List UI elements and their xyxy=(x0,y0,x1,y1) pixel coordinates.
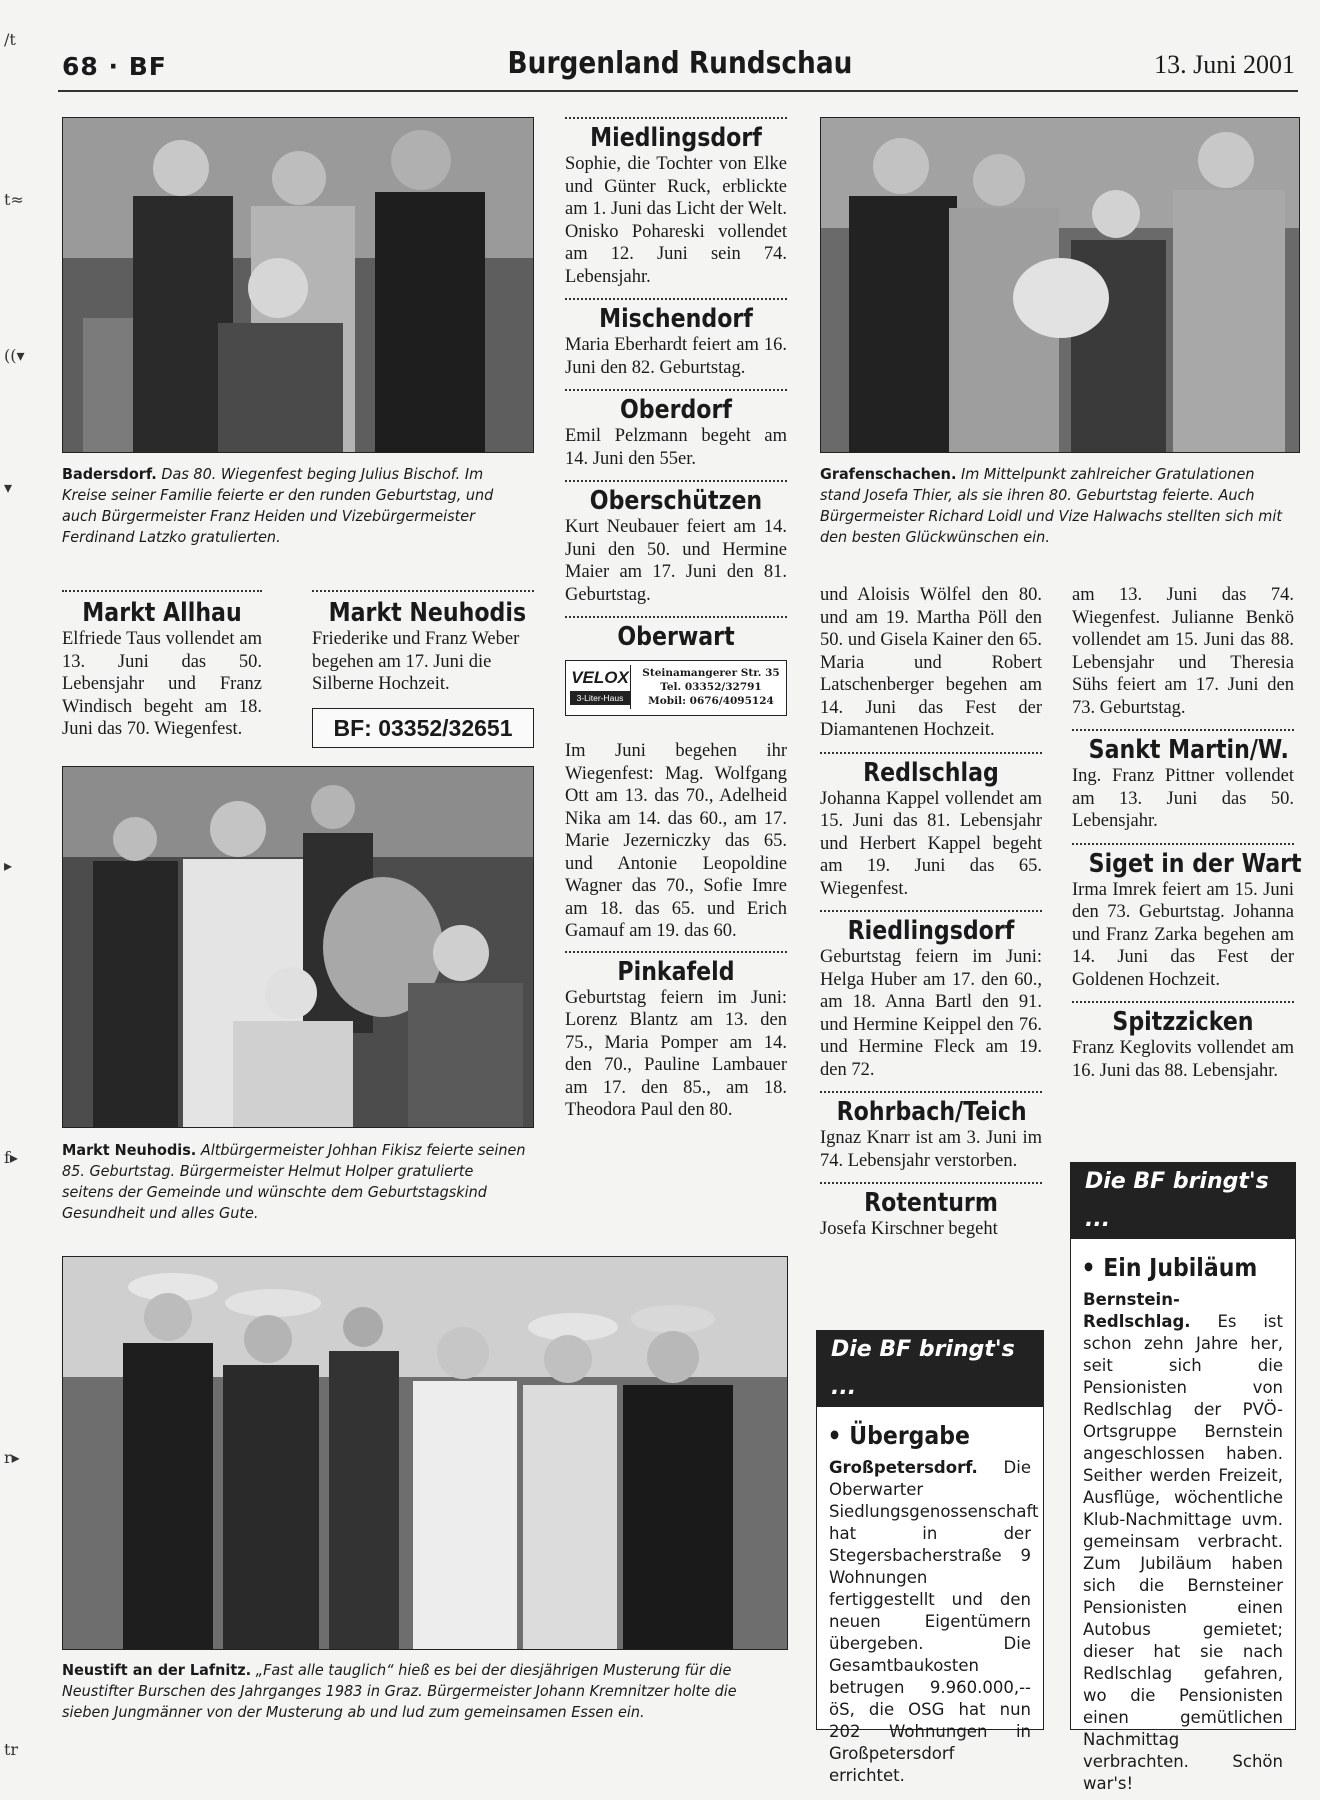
caption-neustift xyxy=(62,1660,778,1723)
entry-text: Sophie, die Tochter von Elke und Günter Ruck, erblickte am 1. Juni das Licht der Welt. Onisko Pohareski vollendet am 12. Juni sein 74. Lebensjahr. xyxy=(565,154,787,287)
town-heading: Oberdorf xyxy=(619,395,733,425)
bringt-text xyxy=(817,1457,1043,1787)
town-heading: Oberwart xyxy=(617,622,735,652)
town-heading: Pinkafeld xyxy=(617,956,735,987)
entry-text: Josefa Kirschner begeht xyxy=(820,1219,998,1239)
town-heading: Rotenturm xyxy=(864,1188,998,1218)
town-heading: Markt Allhau xyxy=(82,598,242,628)
column-three xyxy=(820,584,1042,1241)
caption-text: „Fast alle tauglich“ hieß es bei der diesjährigen Musterung für die Neustifter Burschen des Jahrganges 1983 in Graz. Bürgermeister Johann Kremnitzer holte die sieben Jungmänner von der Musterung ab und lud zum gemeinsamen Essen ein. xyxy=(62,1661,737,1721)
entry-text: Johanna Kappel vollendet am 15. Juni das 81. Lebensjahr und Herbert Kappel begeht am 19. Juni das 65. Wiegenfest. xyxy=(820,788,1042,899)
bringt-place: Bernstein-Redlschlag. xyxy=(1083,1290,1191,1331)
bringt-text xyxy=(1071,1289,1295,1795)
entry-text: Friederike und Franz Weber begehen am 17. Juni die Silberne Hochzeit. xyxy=(312,629,520,694)
bringt-header: Die BF bringt's ... xyxy=(817,1331,1043,1407)
caption-markt-neuhodis xyxy=(62,1140,527,1224)
entry-text: Elfriede Taus vollendet am 13. Juni das 50. Lebensjahr und Franz Windisch begeht am 18. Juni das 70. Wiegenfest. xyxy=(62,629,262,739)
town-heading: Siget in der Wart xyxy=(1088,848,1302,879)
photo-markt-neuhodis xyxy=(62,766,534,1128)
caption-text: Altbürgermeister Johhan Fikisz feierte seinen 85. Geburtstag. Bürgermeister Helmut Holper gratulierte seitens der Gemeinde und wünschte dem Geburtstagskind Gesundheit und alles Gute. xyxy=(62,1141,526,1222)
caption-badersdorf xyxy=(62,464,527,548)
town-heading: Redlschlag xyxy=(863,757,999,788)
bringt-header: Die BF bringt's ... xyxy=(1071,1163,1295,1239)
velox-logo: VELOX 3-Liter-Haus xyxy=(570,665,631,709)
ad-mobile: Mobil: 0676/4095124 xyxy=(648,695,774,707)
bringt-place: Großpetersdorf. xyxy=(829,1458,978,1477)
ad-tel: Tel. 03352/32791 xyxy=(660,681,762,693)
town-heading: Spitzzicken xyxy=(1112,1007,1254,1037)
entry-markt-neuhodis xyxy=(312,590,534,696)
phone-box: BF: 03352/32651 xyxy=(312,708,534,748)
entry-text: Maria Eberhardt feiert am 16. Juni den 82. Geburtstag. xyxy=(565,335,787,378)
ad-street: Steinamangerer Str. 35 xyxy=(642,667,780,679)
town-heading: Mischendorf xyxy=(599,304,753,334)
photo-neustift xyxy=(62,1256,788,1650)
caption-text: Im Mittelpunkt zahlreicher Gratulationen stand Josefa Thier, als sie ihren 80. Geburtstag feierte. Auch Bürgermeister Richard Loidl und Vize Halwachs stellten sich mit den besten Glückwünschen ein. xyxy=(820,465,1283,546)
bringt-title: • Ein Jubiläum xyxy=(1081,1253,1258,1282)
town-heading: Riedlingsdorf xyxy=(847,916,1015,946)
entry-text: Geburtstag feiern im Juni: Lorenz Blantz am 13. den 75., Maria Pomper am 14. den 70., Pauline Lambauer am 17. den 85., am 18. Theodora Paul den 80. xyxy=(565,987,787,1120)
entry-text: Im Juni begehen ihr Wiegenfest: Mag. Wolfgang Ott am 13. das 70., Adelheid Nika am 14. das 60., am 17. Marie Jezerniczky das 65. und Antonie Leopoldine Wagner das 70., Sofie Imre am 18. das 65. und Erich Gamauf am 19. das 60. xyxy=(565,741,787,941)
town-heading: Sankt Martin/W. xyxy=(1088,735,1289,765)
entry-text: Irma Imrek feiert am 15. Juni den 73. Geburtstag. Johanna und Franz Zarka begehen am 14. Juni das Fest der Goldenen Hochzeit. xyxy=(1072,879,1294,990)
caption-place: Grafenschachen. xyxy=(820,465,957,483)
velox-ad xyxy=(565,660,787,716)
entry-text: Franz Keglovits vollendet am 16. Juni das 88. Lebensjahr. xyxy=(1072,1038,1294,1081)
bringt-box-uebergabe xyxy=(816,1330,1044,1785)
town-heading: Markt Neuhodis xyxy=(328,598,527,628)
caption-place: Badersdorf. xyxy=(62,465,157,483)
bringt-body: Die Oberwarter Siedlungsgenossenschaft hat in der Stegersbacherstraße 9 Wohnungen fertiggestellt und den neuen Eigentümern übergeben. Die Gesamtbaukosten betrugen 9.960.000,-- öS, die OSG hat nun 202 Wohnungen in Großpetersdorf errichtet. xyxy=(829,1458,1039,1785)
issue-date: 13. Juni 2001 xyxy=(1154,50,1295,79)
entry-text: Kurt Neubauer feiert am 14. Juni den 50. und Hermine Maier am 17. Juni den 81. Geburtstag. xyxy=(565,517,787,605)
bringt-box-jubilaeum xyxy=(1070,1162,1296,1793)
header-rule xyxy=(58,90,1298,92)
caption-place: Markt Neuhodis. xyxy=(62,1141,197,1159)
newspaper-title: Burgenland Rundschau xyxy=(507,46,853,81)
continuation-text: und Aloisis Wölfel den 80. und am 19. Martha Pöll den 50. und Gisela Kainer den 65. Maria und Robert Latschenberger begehen am 14. Juni das Fest der Diamantenen Hochzeit. xyxy=(820,585,1042,740)
entry-text: Emil Pelzmann begeht am 14. Juni den 55er. xyxy=(565,426,787,469)
town-heading: Rohrbach/Teich xyxy=(836,1097,1027,1127)
bringt-body: Es ist schon zehn Jahre her, seit sich die Pensionisten von Redlschlag der PVÖ-Ortsgruppe Bernstein angeschlossen haben. Seither werden Freizeit, Ausflüge, wöchentliche Klub-Nachmittage uvm. gemeinsam verbracht. Zum Jubiläum haben sich die Bernsteiner Pensionisten einen Autobus gemietet; dieser hat sie nach Redlschlag gefahren, wo die Pensionisten einen gemütlichen Nachmittag verbrachten. Schön war's! xyxy=(1083,1312,1284,1793)
continuation-text: am 13. Juni das 74. Wiegenfest. Julianne Benkö vollendet am 15. Juni das 88. Lebensjahr und Theresia Sühs feiert am 17. Juni den 73. Geburtstag. xyxy=(1072,585,1294,718)
middle-column xyxy=(565,117,787,1122)
page-number: 68 · BF xyxy=(62,52,167,81)
town-heading: Miedlingsdorf xyxy=(590,123,762,153)
photo-grafenschachen xyxy=(820,117,1300,453)
caption-text: Das 80. Wiegenfest beging Julius Bischof. Im Kreise seiner Familie feierte er den runden Geburtstag, und auch Bürgermeister Franz Heiden und Vizebürgermeister Ferdinand Latzko gratulierten. xyxy=(62,465,494,546)
column-four xyxy=(1072,584,1302,1082)
bringt-title: • Übergabe xyxy=(827,1421,970,1450)
caption-grafenschachen xyxy=(820,464,1292,548)
entry-text: Geburtstag feiern im Juni: Helga Huber am 17. den 60., am 18. Anna Bartl den 91. und Hermine Keippel den 76. und Hermine Fleck am 19. den 72. xyxy=(820,947,1042,1080)
entry-text: Ignaz Knarr ist am 3. Juni im 74. Lebensjahr verstorben. xyxy=(820,1128,1042,1171)
town-heading: Oberschützen xyxy=(589,486,763,516)
photo-badersdorf xyxy=(62,117,534,453)
entry-markt-allhau xyxy=(62,590,262,741)
caption-place: Neustift an der Lafnitz. xyxy=(62,1661,252,1679)
entry-text: Ing. Franz Pittner vollendet am 13. Juni das 50. Lebensjahr. xyxy=(1072,766,1294,831)
